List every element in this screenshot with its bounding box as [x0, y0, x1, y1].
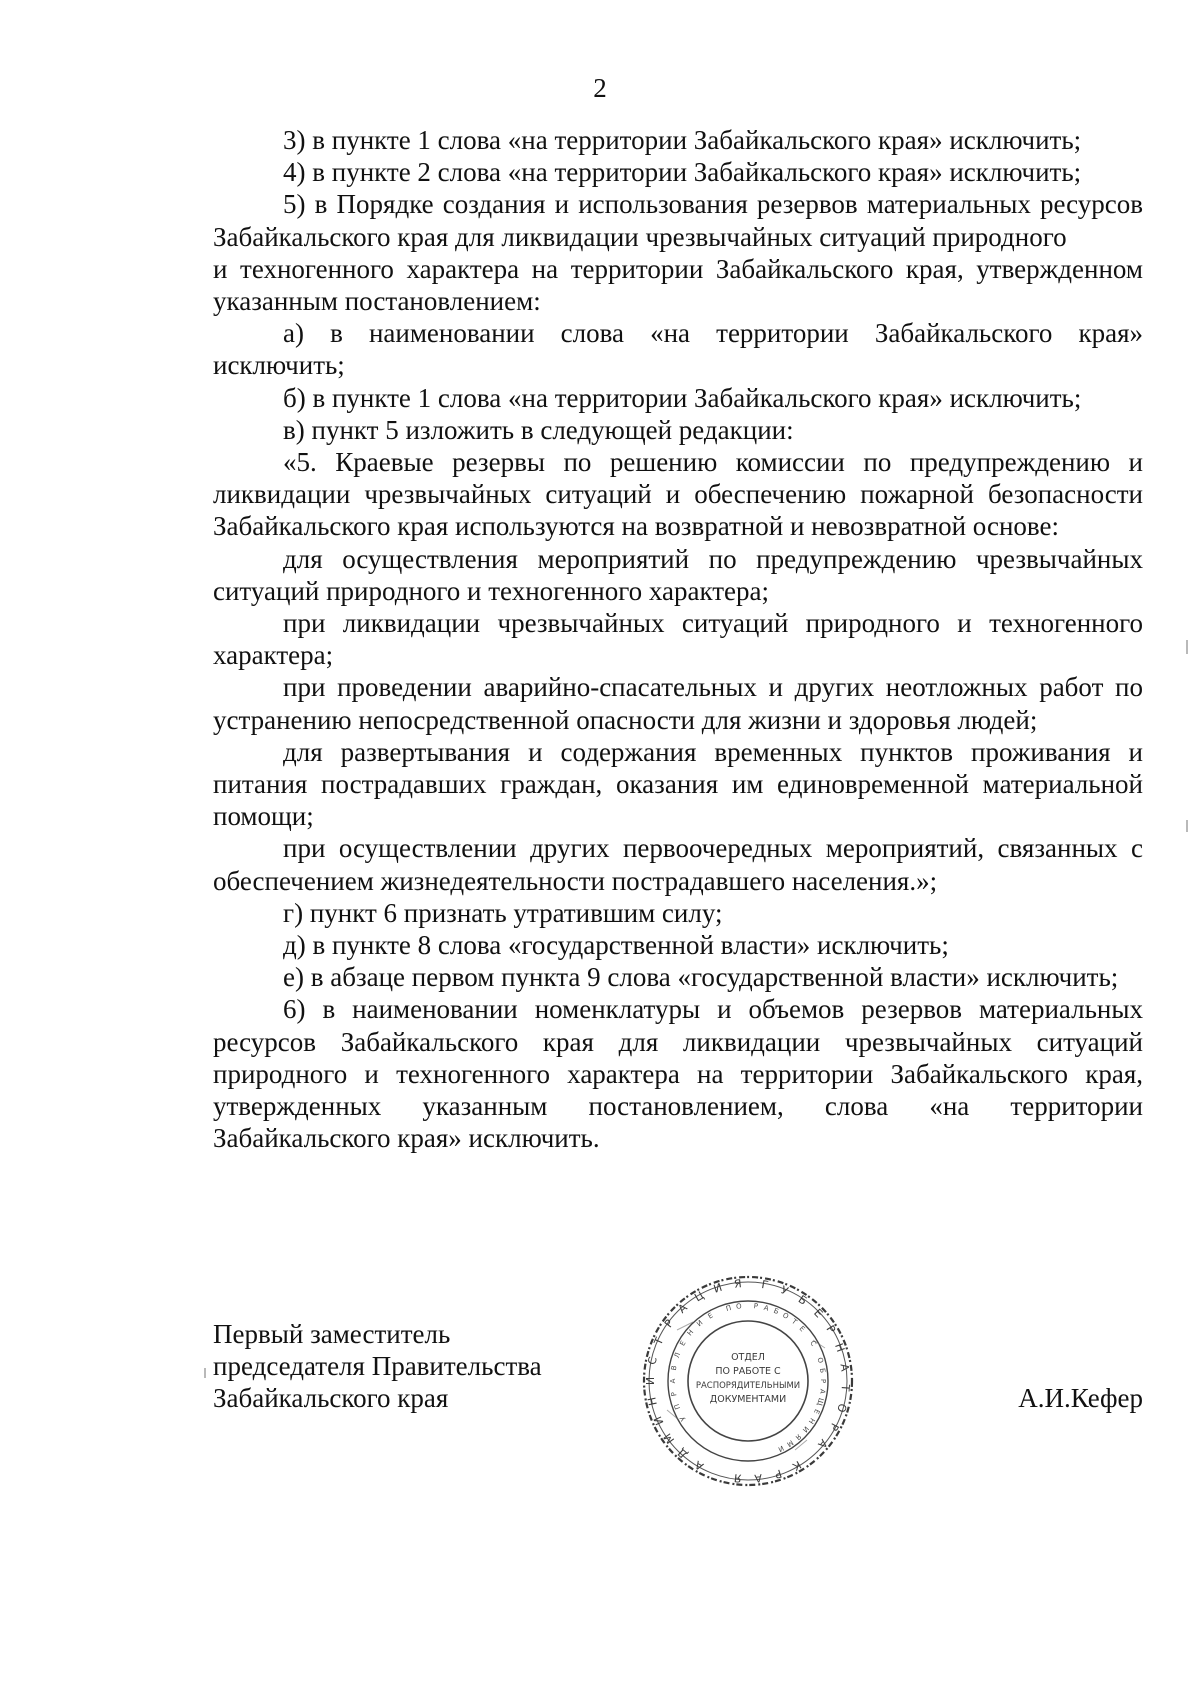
svg-text:Д: Д [675, 1445, 691, 1462]
svg-text:Я: Я [733, 1277, 743, 1291]
svg-text:У: У [778, 1283, 791, 1298]
svg-text:Е: Е [797, 1324, 807, 1334]
svg-text:С: С [645, 1355, 660, 1366]
svg-text:Е: Е [811, 1306, 826, 1321]
scan-edge-mark [1186, 640, 1188, 654]
paragraph-use-temporary-housing: для развертывания и содержания временных пунктов проживания и питания пострадавших граждан, оказания им единовременной материальной помощи; [213, 736, 1143, 832]
svg-text:О: О [815, 1356, 825, 1365]
signer-name: А.И.Кефер [1018, 1383, 1143, 1413]
svg-text:Н: Н [832, 1341, 848, 1354]
paragraph-subitem-g: г) пункт 6 признать утратившим силу; [283, 897, 723, 928]
signer-position-line: Забайкальского края [213, 1383, 449, 1414]
svg-text:Б: Б [772, 1306, 780, 1317]
svg-text:Р: Р [669, 1391, 679, 1397]
paragraph-subitem-e: е) в абзаце первом пункта 9 слова «государственной власти» исключить; [283, 962, 1119, 993]
paragraph-clause-5-quote: «5. Краевые резервы по решению комиссии по предупреждению и ликвидации чрезвычайных ситуаций и обеспечению пожарной безопасности Забайкальского края используются на возвратной и невозвратной основе: [213, 447, 1143, 542]
paragraph-use-other-measures: при осуществлении других первоочередных мероприятий, связанных с обеспечением жизнедеятельности пострадавшего населения.»; [213, 833, 1143, 896]
svg-text:Т: Т [790, 1317, 799, 1327]
svg-text:И: И [776, 1443, 785, 1454]
svg-text:И: И [695, 1318, 705, 1329]
svg-text:Н: Н [645, 1395, 660, 1407]
svg-text:А: А [762, 1303, 770, 1313]
svg-text:Р: Р [823, 1323, 838, 1336]
svg-text:Л: Л [672, 1351, 683, 1360]
paragraph-use-prevention: для осуществления мероприятий по предупреждению чрезвычайных ситуаций природного и техногенного характера; [213, 543, 1143, 606]
svg-text:ОТДЕЛ: ОТДЕЛ [731, 1352, 765, 1363]
svg-text:Н: Н [806, 1416, 817, 1426]
svg-text:П: П [672, 1402, 683, 1411]
svg-text:ДОКУМЕНТАМИ: ДОКУМЕНТАМИ [709, 1394, 787, 1405]
svg-text:Р: Р [819, 1378, 827, 1384]
svg-text:А: А [753, 1471, 763, 1485]
svg-text:А: А [669, 1378, 677, 1384]
paragraph-item-5-continued: и техногенного характера на территории Забайкальского края, утвержденном указанным постановлением: [213, 253, 1143, 317]
official-seal [637, 1270, 859, 1492]
paragraph-use-rescue-works: при проведении аварийно-спасательных и других неотложных работ по устранению непосредственной опасности для жизни и здоровья людей; [213, 672, 1143, 735]
svg-text:А: А [837, 1362, 852, 1373]
paragraph-subitem-v: в) пункт 5 изложить в следующей редакции: [283, 414, 794, 445]
svg-text:И: И [800, 1424, 811, 1434]
svg-text:О: О [834, 1401, 850, 1414]
signer-position-line: Первый заместитель [213, 1319, 451, 1349]
svg-text:М: М [785, 1438, 795, 1449]
svg-text:Б: Б [817, 1367, 827, 1374]
svg-text:Е: Е [678, 1339, 688, 1348]
signer-position-line: председателя Правительства [213, 1351, 542, 1382]
svg-text:Р: Р [661, 1317, 677, 1331]
svg-text:Е: Е [706, 1311, 715, 1321]
paragraph-subitem-b: б) в пункте 1 слова «на территории Забайкальского края» исключить; [283, 382, 1082, 413]
svg-text:У: У [678, 1414, 688, 1423]
paragraph-subitem-d: д) в пункте 8 слова «государственной власти» исключить; [283, 930, 949, 961]
svg-text:О: О [735, 1302, 743, 1311]
paragraph-item-5: 5) в Порядке создания и использования резервов материальных ресурсов Забайкальского края для ликвидации чрезвычайных ситуаций природного [213, 189, 1143, 252]
svg-text:Е: Е [811, 1407, 822, 1416]
svg-text:И: И [644, 1376, 657, 1386]
svg-text:А: А [675, 1301, 690, 1316]
svg-text:Б: Б [795, 1292, 810, 1308]
svg-text:Р: Р [772, 1466, 784, 1481]
svg-text:А: А [692, 1457, 706, 1473]
svg-text:ПО РАБОТЕ С: ПО РАБОТЕ С [715, 1366, 781, 1377]
svg-text:Н: Н [685, 1328, 696, 1338]
svg-text:Т: Т [838, 1383, 852, 1392]
svg-text:И: И [711, 1280, 724, 1296]
svg-text:И: И [651, 1414, 667, 1428]
seal-graphic [637, 1270, 859, 1492]
svg-text:Я: Я [733, 1471, 743, 1485]
svg-text:РАСПОРЯДИТЕЛЬНЫМИ: РАСПОРЯДИТЕЛЬНЫМИ [695, 1381, 801, 1391]
svg-text:Р: Р [753, 1302, 759, 1311]
svg-text:Щ: Щ [815, 1396, 825, 1407]
svg-text:Т: Т [651, 1335, 667, 1348]
paragraph-item-6: 6) в наименовании номенклатуры и объемов резервов материальных ресурсов Забайкальского края для ликвидации чрезвычайных ситуаций природного и техногенного характера на территории Забайкальского края, утвержденных указанным постановлением, слова «на территории Забайкальского края» исключить. [213, 994, 1143, 1154]
document-body [213, 124, 1143, 1155]
svg-text:П: П [725, 1304, 733, 1314]
signer-position [213, 1318, 633, 1415]
scan-edge-mark [1186, 820, 1188, 832]
paragraph-item-3: 3) в пункте 1 слова «на территории Забайкальского края» исключить; [283, 125, 1082, 155]
svg-text:С: С [808, 1339, 818, 1348]
svg-text:А: А [815, 1436, 831, 1451]
svg-text:Ц: Ц [692, 1288, 707, 1305]
svg-text:А: А [817, 1388, 827, 1395]
scan-edge-mark [204, 1368, 206, 1378]
svg-text:В: В [669, 1364, 679, 1372]
svg-text:Г: Г [760, 1277, 770, 1292]
paragraph-item-4: 4) в пункте 2 слова «на территории Забайкальского края» исключить; [283, 157, 1082, 188]
svg-text:М: М [661, 1430, 678, 1446]
page-number: 2 [593, 73, 607, 103]
paragraph-subitem-a: а) в наименовании слова «на территории Забайкальского края» исключить; [213, 318, 1143, 381]
paragraph-use-liquidation: при ликвидации чрезвычайных ситуаций природного и техногенного характера; [213, 608, 1143, 671]
svg-text:К: К [790, 1457, 804, 1474]
svg-text:Я: Я [793, 1432, 803, 1442]
svg-text:О: О [781, 1311, 790, 1321]
svg-text:Р: Р [826, 1420, 842, 1433]
